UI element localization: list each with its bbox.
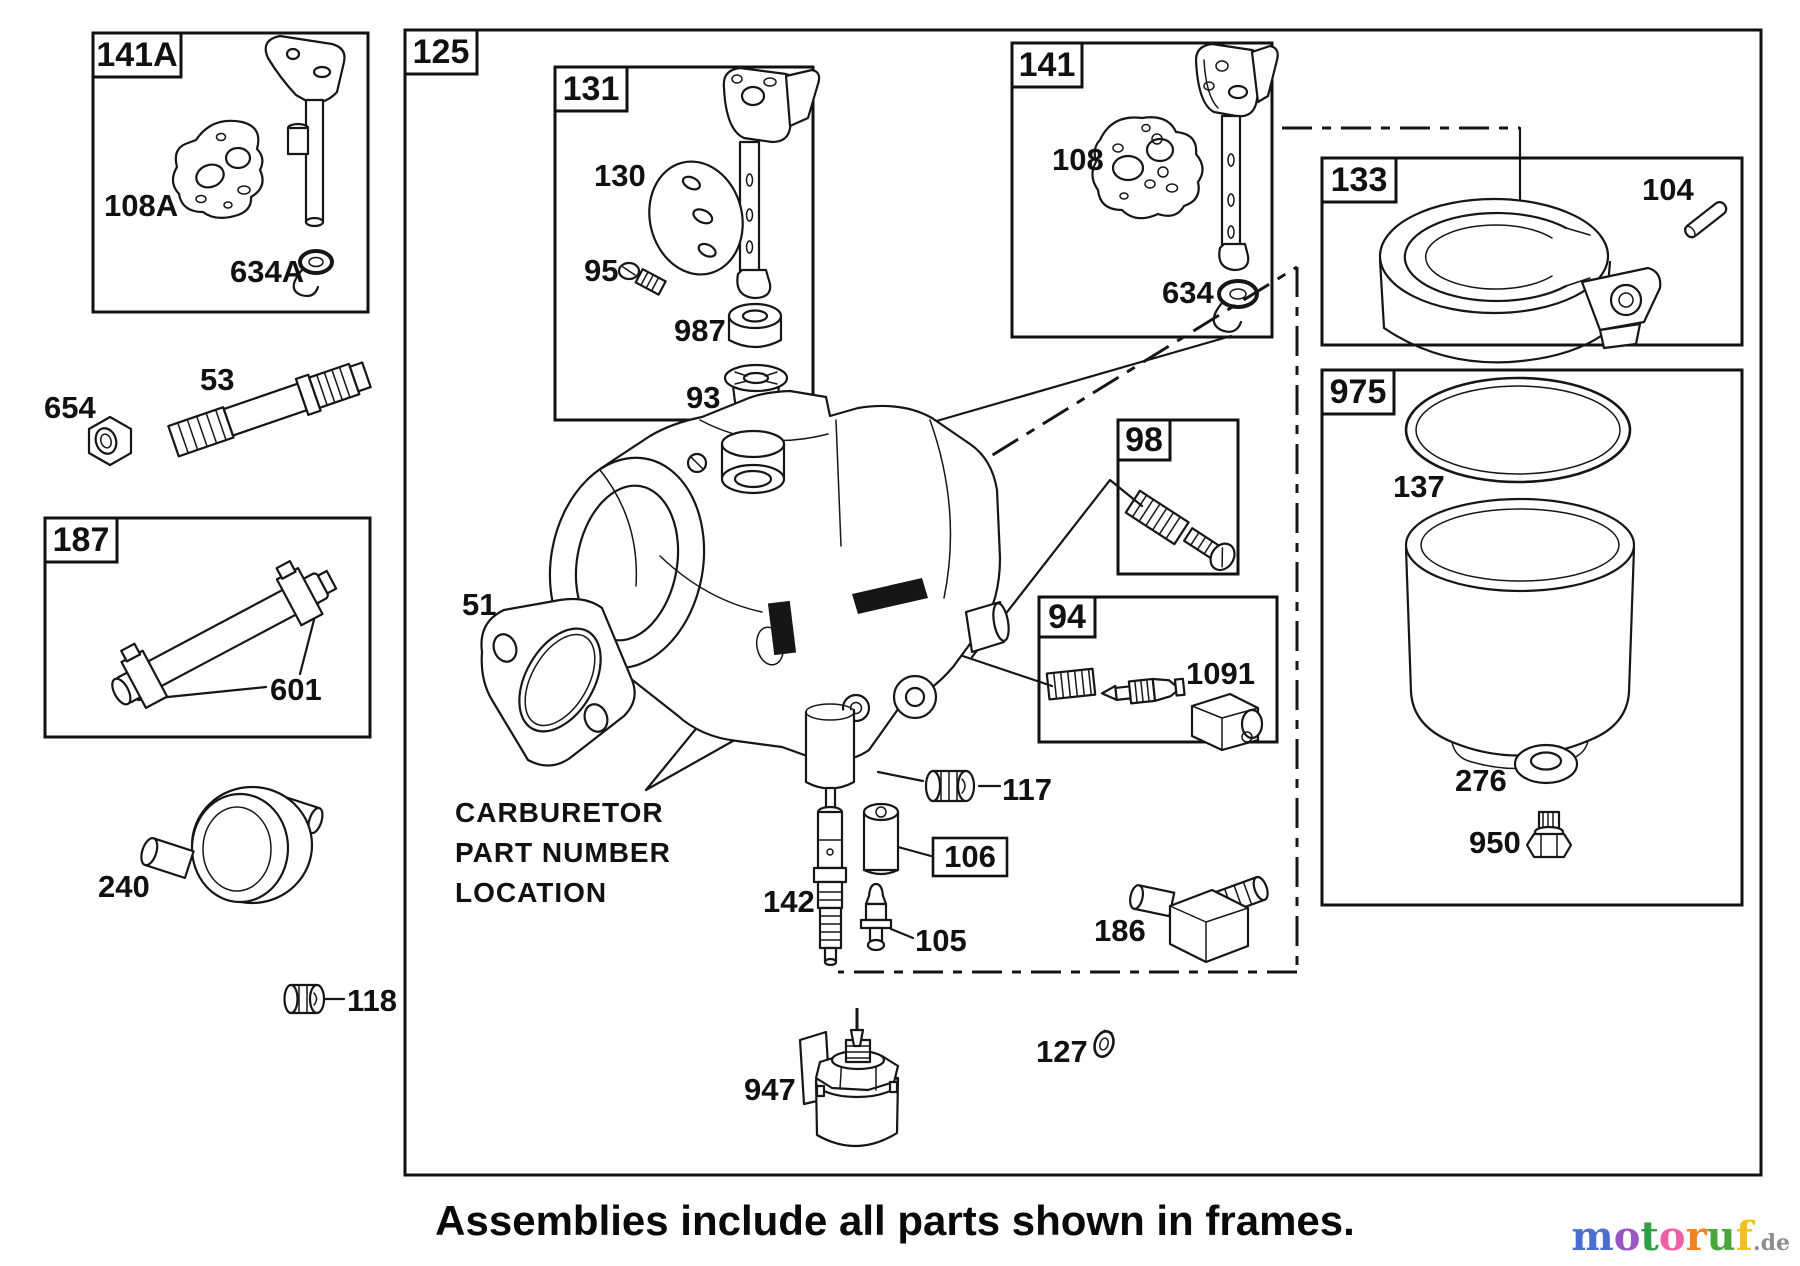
label-142: 142 (763, 884, 815, 919)
frame-187-label: 187 (52, 521, 110, 559)
label-118: 118 (347, 983, 398, 1018)
float-133-drawing (1380, 199, 1660, 362)
choke-plate-130-drawing (638, 152, 755, 285)
leader-634 (895, 336, 1231, 433)
frame-975 (1322, 370, 1742, 905)
fuel-filter-240-drawing (138, 787, 325, 903)
leader-106 (898, 847, 931, 856)
throttle-shaft-141-drawing (1196, 44, 1278, 270)
label-240: 240 (98, 869, 150, 904)
idle-screw-98-drawing (1181, 523, 1240, 575)
elbow-fitting-186-drawing (1128, 875, 1270, 962)
mixture-needle-94-drawing (1101, 676, 1185, 706)
spring-634-drawing (1214, 281, 1257, 332)
frame-975-label: 975 (1329, 373, 1387, 411)
label-127: 127 (1036, 1034, 1088, 1069)
stud-53-drawing (167, 357, 372, 459)
bowl-gasket-137-drawing (1406, 378, 1630, 482)
leader-105 (891, 929, 913, 938)
plug-118-drawing (285, 985, 325, 1013)
logo-letter: t (1640, 1213, 1659, 1260)
frame-125-label: 125 (412, 33, 470, 71)
screw-95-drawing (619, 263, 666, 295)
part-number-annotation (455, 797, 671, 908)
frame-98-label: 98 (1125, 421, 1163, 459)
label-634: 634 (1162, 275, 1214, 310)
bowl-bolt-950-drawing (1527, 812, 1571, 857)
label-95: 95 (584, 253, 619, 288)
label-105: 105 (915, 923, 967, 958)
label-104: 104 (1642, 172, 1694, 207)
logo-letter: o (1613, 1213, 1641, 1260)
label-106-box (933, 838, 1007, 876)
label-987: 987 (674, 313, 726, 348)
label-108a: 108A (104, 188, 179, 223)
frame-141-label: 141 (1018, 46, 1076, 84)
solenoid-1091-drawing (1192, 694, 1262, 750)
idle-spring-98-drawing (1126, 491, 1189, 544)
label-276: 276 (1455, 763, 1507, 798)
annotation-line-1: CARBURETOR (455, 797, 664, 828)
motoruf-logo (1571, 1213, 1790, 1260)
logo-letter: o (1658, 1213, 1686, 1260)
logo-suffix: .de (1752, 1230, 1790, 1256)
leader-117 (878, 772, 923, 781)
choke-shaft-131-drawing (724, 68, 819, 298)
mixture-spring-94-drawing (1047, 669, 1095, 700)
ring-987-drawing (729, 304, 781, 347)
annotation-line-3: LOCATION (455, 877, 608, 908)
governor-plate-108a-drawing (173, 121, 263, 218)
label-108: 108 (1052, 142, 1104, 177)
annotation-line-2: PART NUMBER (455, 837, 671, 868)
label-53: 53 (200, 362, 235, 397)
float-bowl-drawing (1406, 499, 1634, 769)
label-93: 93 (686, 380, 721, 415)
label-947: 947 (744, 1072, 796, 1107)
label-137: 137 (1393, 469, 1445, 504)
frame-133-label: 133 (1330, 161, 1388, 199)
needle-valve-105-drawing (861, 884, 891, 950)
label-106: 106 (944, 839, 996, 874)
throttle-lever-141a-drawing (266, 36, 345, 226)
label-950: 950 (1469, 825, 1521, 860)
label-1091: 1091 (1186, 656, 1255, 691)
label-130: 130 (594, 158, 646, 193)
label-634a: 634A (230, 254, 305, 289)
frame-141a-label: 141A (96, 36, 178, 74)
caption-text: Assemblies include all parts shown in frames. (435, 1197, 1355, 1244)
grommet-127-drawing (1091, 1029, 1116, 1059)
governor-plate-108-drawing (1092, 117, 1202, 218)
logo-letter: m (1571, 1213, 1614, 1260)
logo-letter: u (1706, 1213, 1736, 1260)
washer-276-drawing (1515, 745, 1577, 783)
label-601: 601 (270, 672, 322, 707)
frame-94-label: 94 (1048, 598, 1086, 636)
label-51: 51 (462, 587, 497, 622)
fuel-solenoid-947-drawing (800, 1008, 898, 1146)
logo-letter: r (1685, 1213, 1707, 1260)
label-117: 117 (1002, 772, 1053, 807)
plug-117-drawing (926, 771, 974, 801)
label-186: 186 (1094, 913, 1146, 948)
label-654: 654 (44, 390, 96, 425)
main-jet-142-drawing (814, 788, 846, 965)
logo-letter: f (1735, 1213, 1753, 1260)
frame-131-label: 131 (562, 70, 620, 108)
cup-106-drawing (864, 804, 898, 874)
